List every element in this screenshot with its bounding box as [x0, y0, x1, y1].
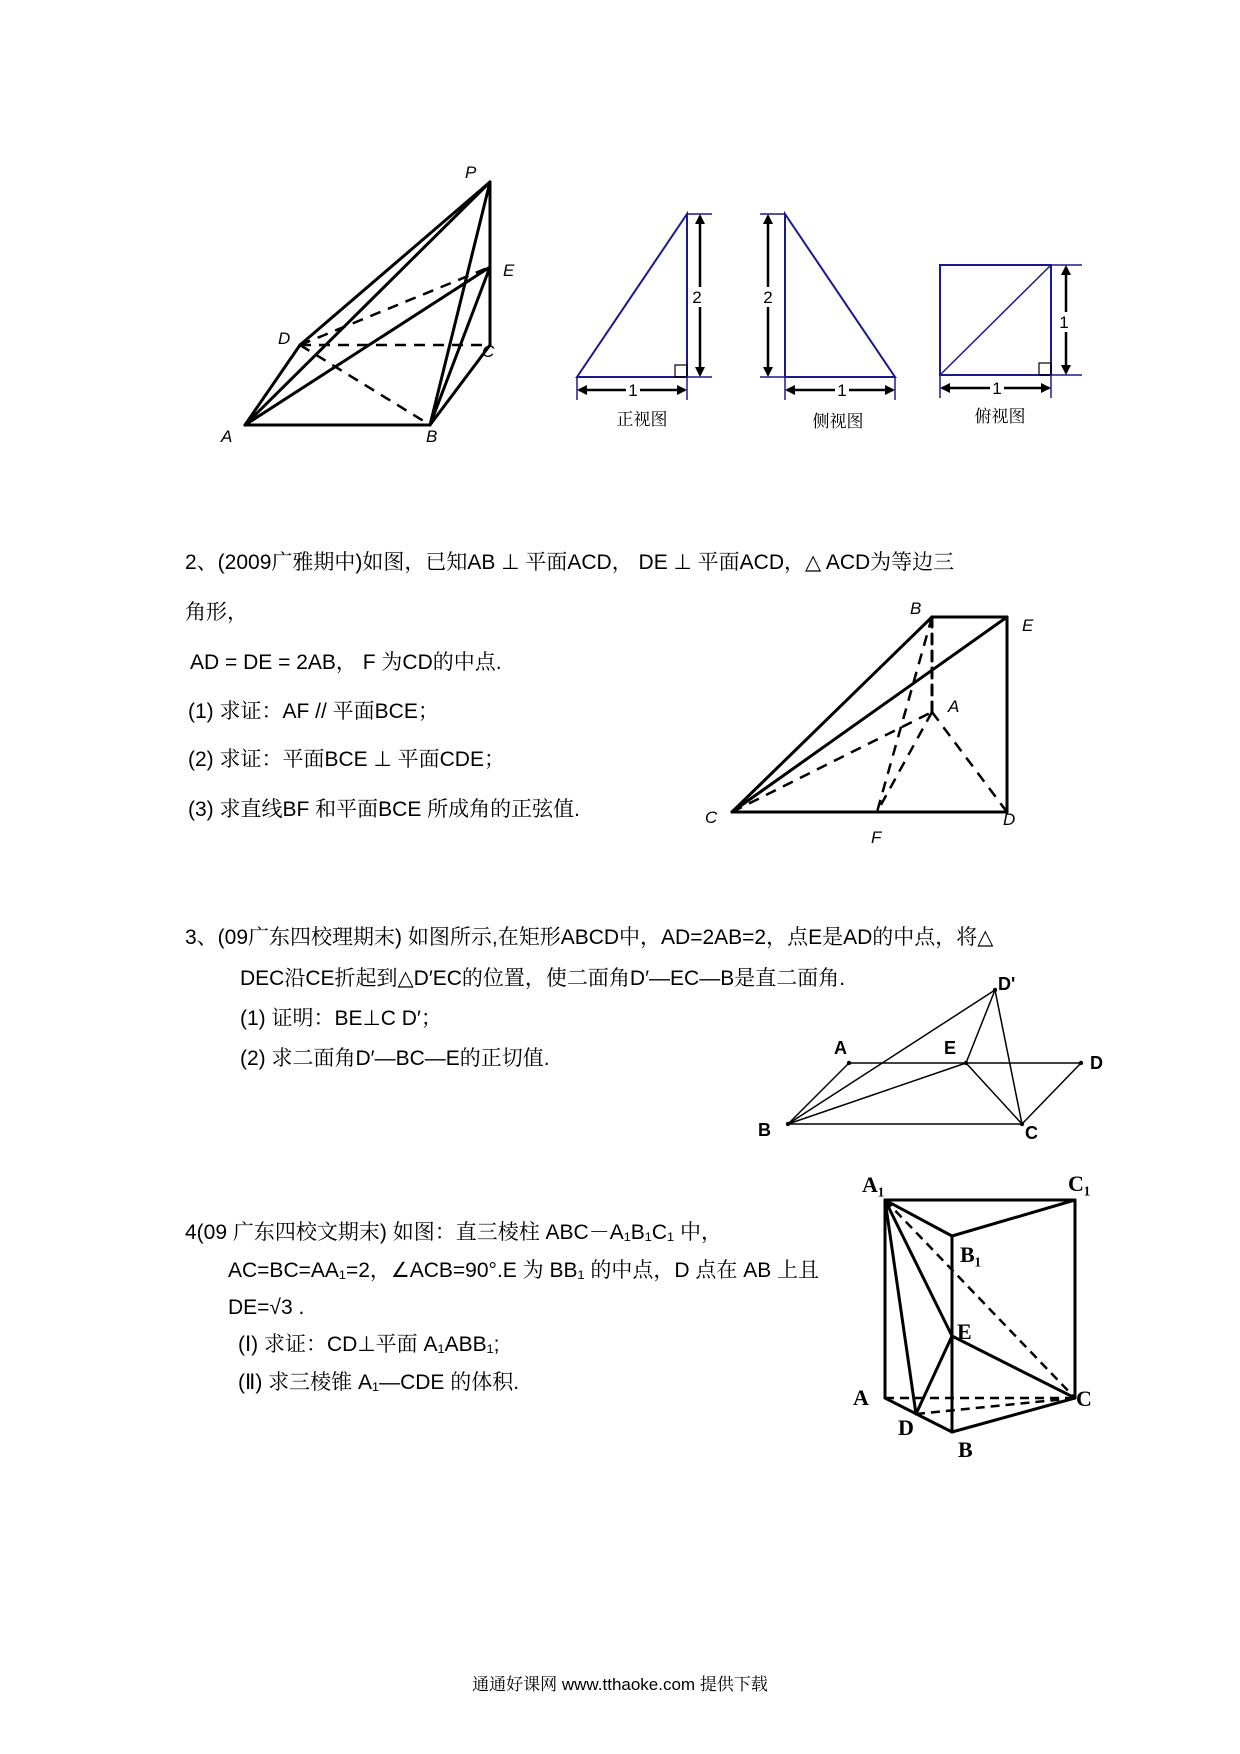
q4-line2: AC=BC=AA₁=2，∠ACB=90°.E 为 BB₁ 的中点，D 点在 AB 上且: [228, 1259, 820, 1282]
label-E: E: [503, 261, 515, 280]
q3-line1: 3、(09广东四校理期末) 如图所示,在矩形ABCD中，AD=2AB=2，点E是AD的中点，将△: [185, 926, 994, 949]
q2-part2: (2) 求证：平面BCE ⊥ 平面CDE；: [188, 748, 505, 771]
label-A1: A₁: [862, 1172, 885, 1197]
label-C1: C₁: [1068, 1171, 1091, 1196]
page-footer: 通通好课网 www.tthaoke.com 提供下载: [472, 1675, 768, 1694]
label-D: D: [1090, 1053, 1103, 1073]
front-height-label: 2: [692, 288, 702, 307]
q4-part2: (Ⅱ) 求三棱锥 A₁—CDE 的体积.: [238, 1371, 520, 1394]
label-A: A: [948, 697, 960, 716]
q3-part1: (1) 证明：BE⊥C D′；: [240, 1007, 442, 1030]
label-B: B: [426, 427, 438, 446]
side-width-label: 1: [837, 381, 847, 400]
label-C: C: [482, 342, 495, 361]
front-width-label: 1: [628, 381, 638, 400]
top-width-label: 1: [992, 379, 1002, 398]
side-height-label: 2: [763, 288, 773, 307]
label-C: C: [705, 808, 718, 827]
label-D: D: [1003, 810, 1016, 829]
q2-line1: 2、(2009广雅期中)如图，已知AB ⊥ 平面ACD， DE ⊥ 平面ACD，△ ACD为等边三: [185, 551, 955, 574]
label-E: E: [944, 1038, 957, 1058]
label-A: A: [221, 427, 233, 446]
side-view-caption: 侧视图: [812, 412, 864, 431]
label-B: B: [758, 1120, 771, 1140]
label-E: E: [1022, 616, 1034, 635]
label-B: B: [910, 599, 922, 618]
q2-part3: (3) 求直线BF 和平面BCE 所成角的正弦值.: [188, 798, 581, 821]
label-B: B: [958, 1437, 973, 1462]
label-D: D: [898, 1415, 914, 1440]
top-view-caption: 俯视图: [974, 407, 1026, 426]
label-D-prime: D': [998, 974, 1016, 994]
q4-line1: 4(09 广东四校文期末) 如图：直三棱柱 ABC－A₁B₁C₁ 中，: [185, 1221, 722, 1244]
label-F: F: [871, 828, 882, 847]
label-A: A: [834, 1038, 847, 1058]
label-P: P: [465, 163, 477, 182]
label-B1: B₁: [960, 1242, 982, 1267]
front-view-caption: 正视图: [616, 410, 668, 429]
top-height-label: 1: [1059, 313, 1069, 332]
q2-part1: (1) 求证：AF // 平面BCE；: [188, 700, 439, 723]
q4-part1: (Ⅰ) 求证：CD⊥平面 A₁ABB₁;: [238, 1333, 500, 1356]
label-D: D: [278, 329, 291, 348]
label-C: C: [1076, 1386, 1092, 1411]
label-E: E: [957, 1319, 972, 1344]
q4-line3: DE=√3 .: [228, 1296, 305, 1319]
q2-line2: 角形，: [185, 601, 248, 624]
q2-line3: AD = DE = 2AB， F 为CD的中点.: [190, 651, 502, 674]
label-C: C: [1025, 1123, 1038, 1143]
label-A: A: [853, 1385, 869, 1410]
q3-line2: DEC沿CE折起到△D′EC的位置，使二面角D′—EC—B是直二面角.: [240, 967, 846, 990]
q3-part2: (2) 求二面角D′—BC—E的正切值.: [240, 1047, 550, 1070]
